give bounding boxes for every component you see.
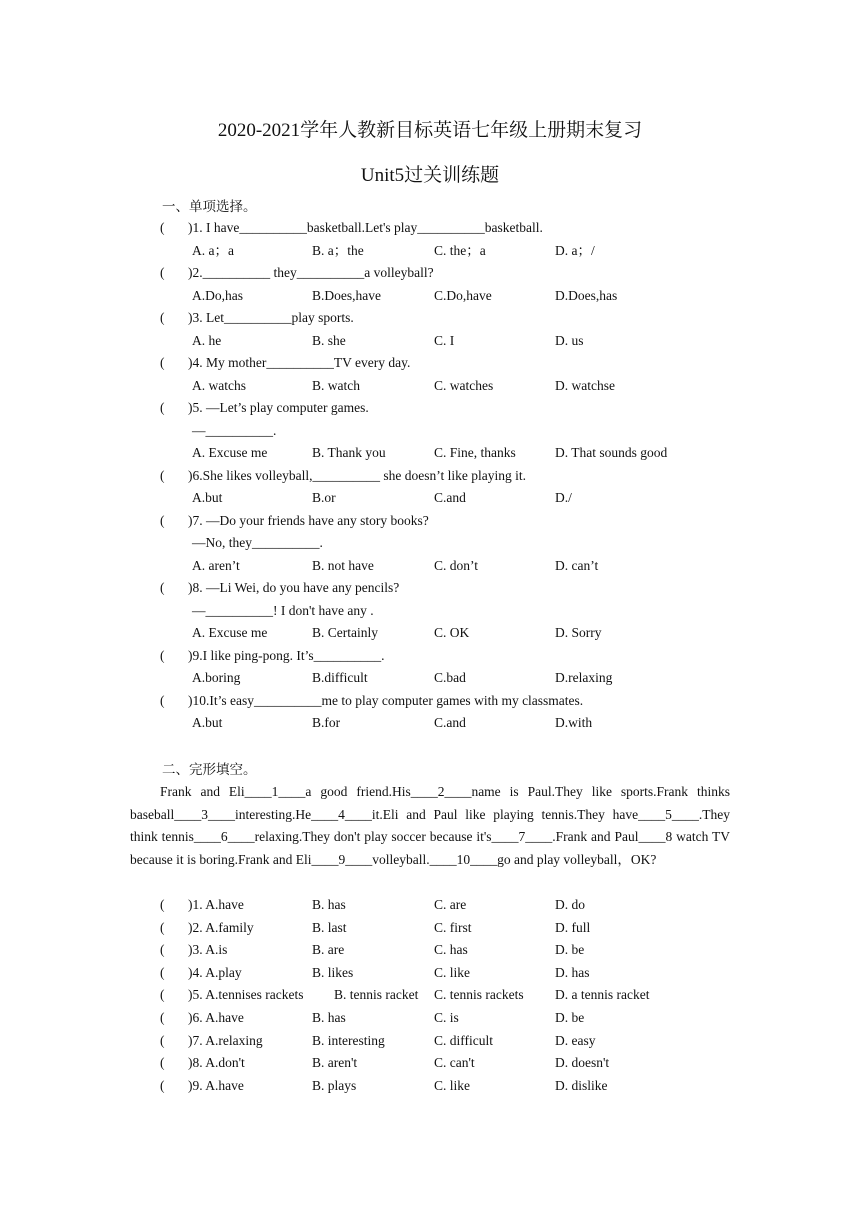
answer-option: A. aren’t	[192, 557, 240, 573]
answer-option: D.Does,has	[555, 287, 618, 303]
answer-option: B. aren't	[312, 1055, 358, 1071]
answer-option: C. first	[434, 919, 472, 935]
question-stem: )3. Let__________play sports.	[188, 310, 354, 325]
question-stem: —__________.	[192, 422, 277, 438]
answer-paren: (	[160, 692, 165, 708]
answer-option: B.Does,have	[312, 287, 381, 303]
answer-option: A.but	[192, 490, 223, 505]
question-stem: )5. —Let’s play computer games.	[188, 400, 369, 415]
answer-option: A. he	[192, 332, 222, 348]
answer-paren: (	[160, 1010, 165, 1025]
question-stem: )1. A.have	[188, 897, 244, 912]
answer-paren: (	[160, 310, 165, 325]
answer-paren: (	[160, 580, 165, 595]
answer-option: D. easy	[555, 1032, 596, 1048]
answer-option: C. difficult	[434, 1032, 493, 1048]
question-stem: )2.__________ they__________a volleyball?	[188, 265, 434, 280]
question-stem: )2. A.family	[188, 919, 254, 935]
answer-option: B. she	[312, 332, 346, 348]
question-stem: )7. —Do your friends have any story books?	[188, 512, 429, 528]
answer-paren: (	[160, 1055, 165, 1071]
question-stem: )4. My mother__________TV every day.	[188, 355, 411, 370]
answer-option: D. full	[555, 919, 591, 935]
answer-option: C. like	[434, 964, 470, 980]
answer-option: D./	[555, 490, 572, 505]
question-stem: )6.She likes volleyball,__________ she doesn’t like playing it.	[188, 467, 526, 483]
answer-option: C. OK	[434, 625, 470, 640]
question-stem: )9.I like ping-pong. It’s__________.	[188, 647, 385, 663]
answer-option: A.boring	[192, 670, 241, 685]
answer-option: D.relaxing	[555, 670, 613, 685]
question-stem: )8. A.don't	[188, 1055, 245, 1071]
answer-option: B. watch	[312, 377, 360, 393]
answer-option: C. watches	[434, 377, 494, 393]
answer-paren: (	[160, 919, 165, 935]
document-title: 2020-2021学年人教新目标英语七年级上册期末复习	[217, 120, 643, 141]
answer-option: C.and	[434, 490, 466, 505]
answer-option: B. interesting	[312, 1032, 385, 1048]
answer-option: B.difficult	[312, 670, 368, 685]
answer-option: D.with	[555, 715, 593, 730]
answer-option: D. can’t	[555, 557, 599, 573]
answer-paren: (	[160, 1077, 165, 1093]
answer-option: C. I	[434, 332, 455, 348]
answer-option: D. be	[555, 942, 585, 958]
answer-option: A. Excuse me	[192, 625, 268, 640]
answer-paren: (	[160, 220, 165, 235]
question-stem: )4. A.play	[188, 964, 242, 980]
answer-paren: (	[160, 355, 165, 370]
answer-option: D. That sounds good	[555, 445, 668, 460]
answer-option: C. the；a	[434, 242, 486, 258]
answer-option: B. tennis racket	[334, 987, 419, 1003]
question-stem: )5. A.tennises rackets	[188, 987, 304, 1003]
answer-option: D. do	[555, 897, 585, 912]
answer-option: C. is	[434, 1010, 459, 1025]
answer-option: C.Do,have	[434, 287, 492, 303]
question-stem: )8. —Li Wei, do you have any pencils?	[188, 580, 400, 595]
answer-option: B. not have	[312, 557, 374, 573]
answer-option: D. watchse	[555, 377, 615, 393]
answer-option: B. plays	[312, 1077, 357, 1093]
answer-option: B. a；the	[312, 242, 364, 258]
answer-option: C. can't	[434, 1055, 475, 1071]
answer-option: D. us	[555, 332, 584, 348]
question-stem: )9. A.have	[188, 1077, 244, 1093]
answer-paren: (	[160, 512, 165, 528]
question-stem: —__________! I don't have any .	[192, 602, 374, 618]
answer-paren: (	[160, 467, 165, 483]
answer-option: A.but	[192, 715, 223, 730]
answer-option: C. tennis rackets	[434, 987, 524, 1003]
answer-option: C. are	[434, 897, 467, 912]
answer-option: B. likes	[312, 964, 354, 980]
answer-option: B. Thank you	[312, 445, 386, 460]
answer-paren: (	[160, 942, 165, 958]
answer-paren: (	[160, 897, 165, 912]
answer-paren: (	[160, 400, 165, 415]
question-stem: )6. A.have	[188, 1010, 244, 1025]
question-stem: )10.It’s easy__________me to play computer games with my classmates.	[188, 692, 584, 708]
answer-option: B.for	[312, 715, 341, 730]
question-stem: )1. I have__________basketball.Let's play__________basketball.	[188, 220, 543, 235]
section1-heading: 一、单项选择。	[162, 199, 257, 214]
answer-paren: (	[160, 265, 165, 280]
answer-option: A. watchs	[192, 377, 246, 393]
answer-option: D. doesn't	[555, 1055, 610, 1071]
answer-option: D. dislike	[555, 1077, 608, 1093]
answer-option: C.and	[434, 715, 466, 730]
answer-option: D. be	[555, 1010, 585, 1025]
answer-option: D. a tennis racket	[555, 987, 650, 1003]
answer-option: D. has	[555, 964, 590, 980]
answer-option: C. like	[434, 1077, 470, 1093]
answer-option: C. don’t	[434, 557, 479, 573]
answer-option: B. last	[312, 919, 347, 935]
answer-option: A. Excuse me	[192, 445, 268, 460]
answer-option: B. Certainly	[312, 625, 378, 640]
answer-option: A. a；a	[192, 242, 234, 258]
cloze-passage: Frank and Eli____1____a good friend.His____2____name is Paul.They like sports.Frank thinks baseball____3____interesting.He____4____it.Eli and Paul like playing tennis.They have____5____.They think tennis____6____relaxing.They don't play soccer because it's____7____.Frank and Paul____8 watch TV because it is boring.Frank and Eli____9____volleyball.____10____go and play volleyball，OK?	[130, 784, 730, 867]
answer-paren: (	[160, 987, 165, 1003]
answer-option: B. are	[312, 942, 345, 958]
section2-heading: 二、完形填空。	[162, 762, 257, 777]
answer-option: C. Fine, thanks	[434, 445, 516, 460]
answer-option: B. has	[312, 1010, 346, 1025]
answer-paren: (	[160, 964, 165, 980]
question-stem: )3. A.is	[188, 942, 228, 958]
question-stem: —No, they__________.	[192, 535, 323, 550]
answer-option: C.bad	[434, 670, 466, 685]
answer-option: D. a；/	[555, 242, 595, 258]
document-subtitle: Unit5过关训练题	[360, 165, 500, 186]
answer-option: D. Sorry	[555, 625, 602, 640]
answer-option: B. has	[312, 897, 346, 912]
answer-paren: (	[160, 647, 165, 663]
answer-option: C. has	[434, 942, 468, 958]
answer-option: A.Do,has	[192, 287, 243, 303]
answer-option: B.or	[312, 490, 336, 505]
question-stem: )7. A.relaxing	[188, 1032, 263, 1048]
answer-paren: (	[160, 1032, 165, 1048]
